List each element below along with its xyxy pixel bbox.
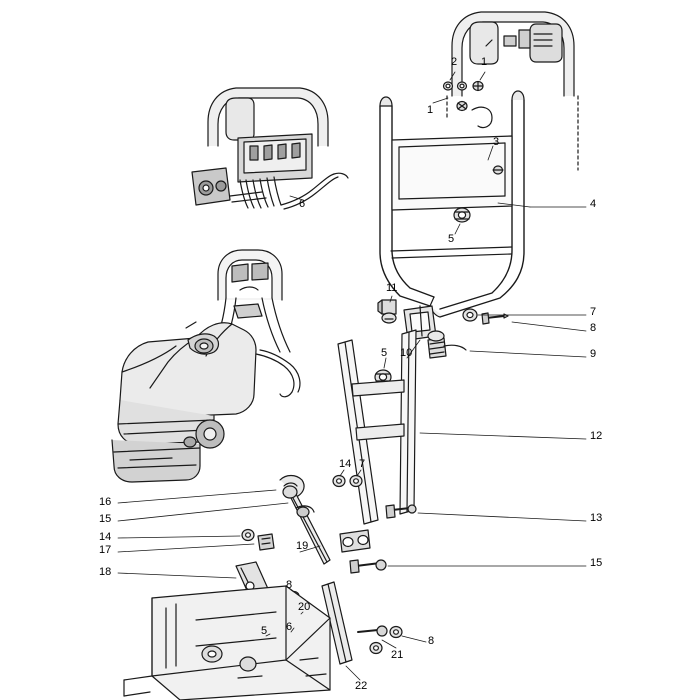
- callout-label: 8: [428, 635, 435, 647]
- callout-label: 19: [296, 540, 309, 552]
- callout-label: 5: [448, 233, 455, 245]
- callout-label: 18: [99, 566, 112, 578]
- callout-label: 22: [355, 680, 368, 692]
- callout-label: 7: [359, 458, 366, 470]
- callout-label: 7: [590, 306, 597, 318]
- callout-label: 20: [298, 601, 311, 613]
- callout-label: 6: [299, 198, 306, 210]
- callout-label: 9: [590, 348, 597, 360]
- callout-label: 21: [391, 649, 404, 661]
- control-panel-assembly: [192, 88, 348, 209]
- callout-label: 8: [286, 579, 293, 591]
- callout-label: 1: [481, 56, 488, 68]
- callout-label: 1: [427, 104, 434, 116]
- callout-label: 16: [99, 496, 112, 508]
- callout-label: 2: [451, 56, 458, 68]
- callout-label: 14: [99, 531, 112, 543]
- callout-label: 15: [590, 557, 603, 569]
- hinge-bracket-hardware: [375, 300, 508, 384]
- callout-label: 15: [99, 513, 112, 525]
- machine-overview-illustration: [112, 250, 300, 482]
- callout-label: 11: [386, 282, 398, 294]
- lower-handle-frame: [333, 330, 416, 524]
- callout-label: 8: [590, 322, 597, 334]
- callout-label: 3: [493, 136, 500, 148]
- callout-label: 6: [286, 621, 293, 633]
- callout-label: 14: [339, 458, 352, 470]
- upper-handle-grip: [452, 12, 574, 96]
- callout-label: 17: [99, 544, 112, 556]
- callout-label: 13: [590, 512, 603, 524]
- callout-label: 5: [381, 347, 388, 359]
- callout-label: 5: [261, 625, 268, 637]
- callout-label: 10: [400, 347, 413, 359]
- callout-label: 12: [590, 430, 603, 442]
- callout-label: 4: [590, 198, 597, 210]
- main-handle-frame: [380, 91, 524, 317]
